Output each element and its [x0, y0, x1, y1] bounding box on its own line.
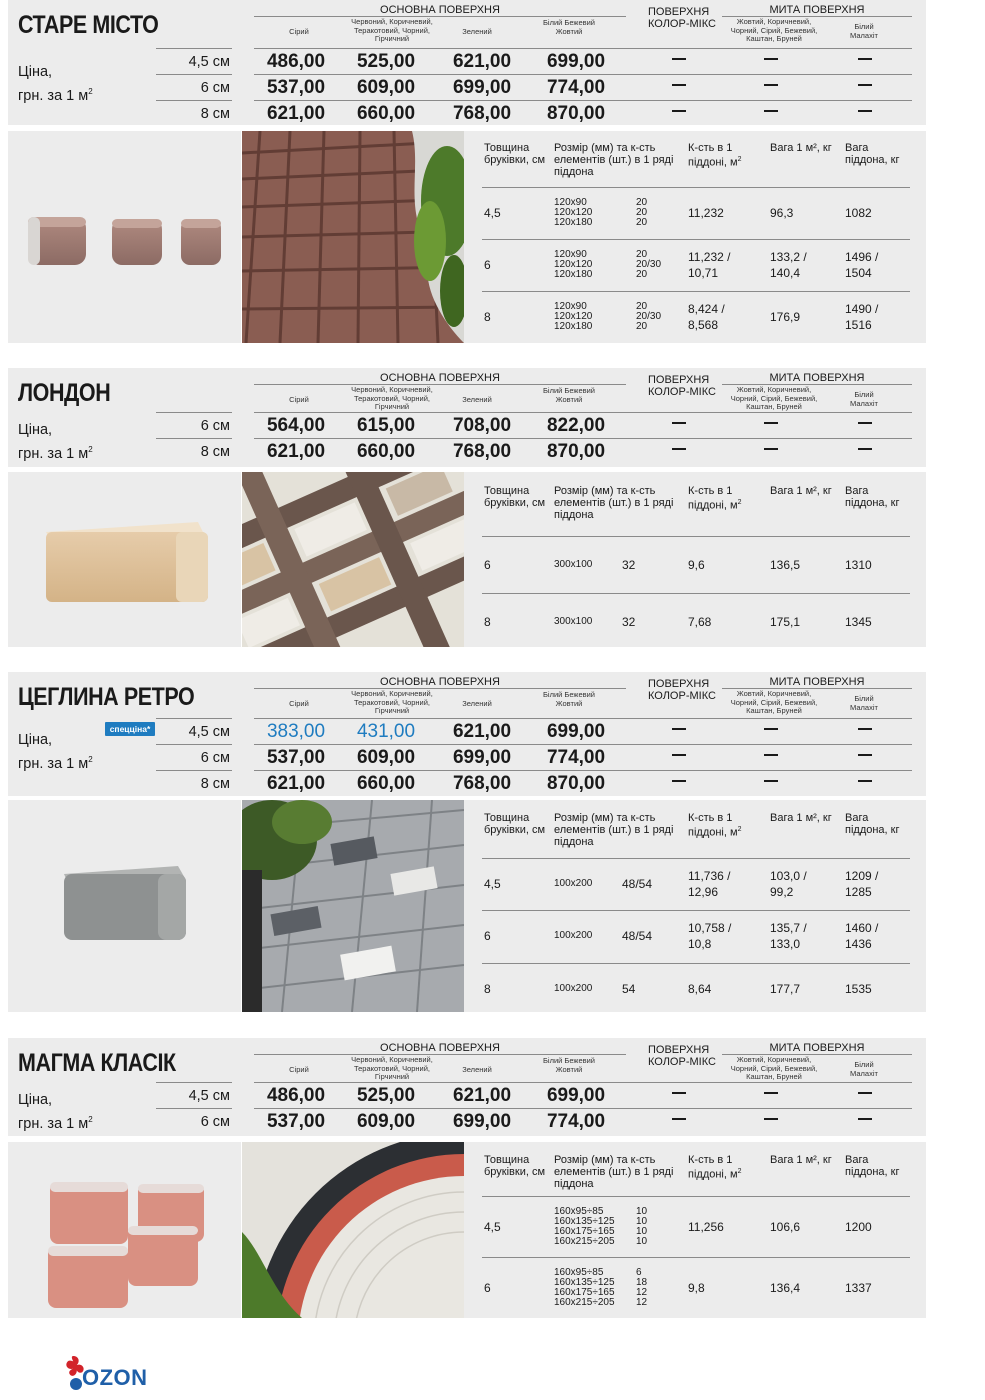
spec-header-cell: Вага 1 м², кг	[770, 812, 832, 824]
header-washed-surface: МИТА ПОВЕРХНЯ	[722, 676, 912, 689]
spec-count: 20	[636, 217, 648, 228]
header-color-group: Зелений	[462, 395, 492, 404]
spec-area: 12,96	[688, 885, 719, 899]
header-color-group: Сірий	[289, 699, 309, 708]
price-value: 660,00	[356, 103, 416, 124]
spec-weight: 133,0	[770, 937, 801, 951]
spec-size: 120х90	[554, 301, 587, 312]
price-row	[254, 744, 912, 770]
price-value: 486,00	[266, 1085, 326, 1106]
spec-count: 32	[622, 557, 636, 572]
header-color-group: Сірий	[289, 395, 309, 404]
product-title: ЦЕГЛИНА РЕТРО	[18, 683, 195, 711]
product-stare-misto	[0, 0, 985, 345]
spec-size: 300х100	[554, 558, 593, 570]
spec-weight: 99,2	[770, 885, 794, 899]
header-color-group: Зелений	[462, 1065, 492, 1074]
price-value: 537,00	[266, 747, 326, 768]
dash-mark	[858, 58, 872, 60]
header-color-group: Білий Бежевий Жовтий	[543, 1056, 595, 1074]
spec-weight: 106,6	[770, 1219, 801, 1234]
spec-thickness: 8	[484, 982, 491, 996]
price-value: 609,00	[356, 1111, 416, 1132]
header-color-group: Зелений	[462, 27, 492, 36]
spec-count: 20	[636, 197, 648, 208]
spec-header-cell: Вага піддона, кг	[845, 1154, 900, 1178]
price-row	[254, 74, 912, 100]
spec-count: 10	[636, 1235, 648, 1247]
header-washed-surface: МИТА ПОВЕРХНЯ	[722, 4, 912, 17]
dash-mark	[764, 754, 778, 756]
price-value: 774,00	[546, 77, 606, 98]
price-value: 699,00	[546, 51, 606, 72]
spec-count: 10	[636, 1205, 648, 1217]
spec-thickness: 6	[484, 258, 491, 272]
price-label: Ціна, грн. за 1 $м^2$	[18, 422, 93, 462]
header-wash-colors: Жовтий, Коричневий, Чорний, Сірий, Бежевий, Каштан, Бруней	[730, 385, 818, 411]
spec-size: 120х120	[554, 259, 593, 270]
header-wash-white: Білий Малахіт	[850, 694, 878, 712]
price-row	[254, 718, 912, 744]
price-row	[254, 412, 912, 438]
spec-count: 18	[636, 1276, 648, 1288]
price-label: Ціна, грн. за 1 $м^2$	[18, 732, 93, 772]
price-value: 699,00	[546, 1085, 606, 1106]
spec-count: 12	[636, 1286, 648, 1298]
paving-photo	[242, 131, 464, 343]
price-row	[254, 48, 912, 74]
header-color-group: Білий Бежевий Жовтий	[543, 18, 595, 36]
spec-pallet: 1535	[845, 982, 872, 996]
header-color-group: Зелений	[462, 699, 492, 708]
product-title: СТАРЕ МІСТО	[18, 11, 159, 39]
dash-mark	[764, 1118, 778, 1120]
thickness-cell: 4,5 см	[156, 718, 232, 744]
spec-header-cell: Розмір (мм) та к-сть елементів (шт.) в 1 ряді піддона	[554, 812, 674, 848]
dash-mark	[858, 110, 872, 112]
dash-mark	[672, 422, 686, 424]
spec-area: 11,736 /	[688, 869, 731, 883]
product-title: ЛОНДОН	[18, 379, 111, 407]
special-price-badge: спецціна*	[105, 722, 155, 736]
price-value: 660,00	[356, 773, 416, 794]
spec-size: 100х200	[554, 930, 593, 941]
price-value: 609,00	[356, 747, 416, 768]
spec-divider	[482, 536, 910, 537]
header-color-group: Червоний, Коричневий, Теракотовий, Чорний, Гірчичний	[351, 17, 433, 43]
spec-area: 9,6	[688, 557, 705, 572]
price-value: 768,00	[452, 441, 512, 462]
spec-weight: 140,4	[770, 266, 801, 280]
spec-pallet: 1516	[845, 318, 872, 332]
header-color-group: Білий Бежевий Жовтий	[543, 690, 595, 708]
dash-mark	[858, 754, 872, 756]
spec-divider	[482, 1257, 910, 1258]
dash-mark	[672, 1092, 686, 1094]
spec-thickness: 4,5	[484, 1219, 501, 1234]
product-title: МАГМА КЛАСІК	[18, 1049, 176, 1077]
spec-count: 20/30	[636, 311, 662, 322]
spec-size: 300х100	[554, 615, 593, 627]
spec-header-cell: Товщина бруківки, см	[484, 812, 546, 836]
price-value: 768,00	[452, 103, 512, 124]
paving-photo	[242, 472, 464, 647]
dash-mark	[764, 1092, 778, 1094]
spec-size: 100х200	[554, 983, 593, 994]
spec-header-cell: К-сть в 1 піддоні, $м^2$	[688, 1154, 742, 1181]
spec-divider	[482, 239, 910, 240]
dash-mark	[672, 448, 686, 450]
thickness-cell: 4,5 см	[156, 48, 232, 74]
price-value: 774,00	[546, 747, 606, 768]
price-value: 431,00	[356, 721, 416, 742]
spec-area: 8,424 /	[688, 302, 725, 316]
spec-divider	[482, 187, 910, 188]
price-value: 621,00	[266, 441, 326, 462]
thickness-cell: 6 см	[156, 1108, 232, 1134]
product-tile-image	[8, 1142, 241, 1318]
spec-header-cell: Вага піддона, кг	[845, 812, 900, 836]
header-color-group: Білий Бежевий Жовтий	[543, 386, 595, 404]
header-wash-white: Білий Малахіт	[850, 22, 878, 40]
price-value: 699,00	[452, 1111, 512, 1132]
spec-divider	[482, 593, 910, 594]
price-value: 564,00	[266, 415, 326, 436]
header-color-group: Червоний, Коричневий, Теракотовий, Чорний, Гірчичний	[351, 1055, 433, 1081]
spec-count: 12	[636, 1296, 648, 1308]
price-value: 699,00	[546, 721, 606, 742]
spec-pallet: 1436	[845, 937, 872, 951]
header-color-group: Сірий	[289, 27, 309, 36]
dash-mark	[858, 1118, 872, 1120]
dash-mark	[764, 110, 778, 112]
price-value: 621,00	[452, 1085, 512, 1106]
spec-area: 11,232	[688, 206, 724, 220]
header-wash-colors: Жовтий, Коричневий, Чорний, Сірий, Бежевий, Каштан, Бруней	[730, 689, 818, 715]
spec-header-cell: Вага піддона, кг	[845, 485, 900, 509]
header-wash-white: Білий Малахіт	[850, 1060, 878, 1078]
price-value: 708,00	[452, 415, 512, 436]
spec-size: 120х90	[554, 197, 587, 208]
spec-pallet: 1490 /	[845, 302, 879, 316]
dash-mark	[858, 728, 872, 730]
spec-count: 20/30	[636, 259, 662, 270]
spec-pallet: 1496 /	[845, 250, 879, 264]
spec-thickness: 6	[484, 557, 491, 572]
spec-size: 120х180	[554, 217, 593, 228]
dash-mark	[672, 780, 686, 782]
spec-area: 10,71	[688, 266, 719, 280]
spec-weight: 176,9	[770, 310, 801, 324]
header-main-surface: ОСНОВНА ПОВЕРХНЯ	[254, 372, 626, 385]
price-value: 768,00	[452, 773, 512, 794]
price-value: 870,00	[546, 441, 606, 462]
price-label: Ціна, грн. за 1 $м^2$	[18, 64, 93, 104]
spec-size: 100х200	[554, 878, 593, 889]
spec-pallet: 1285	[845, 885, 872, 899]
price-value: 870,00	[546, 103, 606, 124]
spec-area: 10,758 /	[688, 921, 732, 935]
spec-size: 160х175÷165	[554, 1225, 615, 1237]
product-tile-image	[8, 131, 241, 343]
spec-header-cell: Розмір (мм) та к-сть елементів (шт.) в 1 ряді піддона	[554, 1154, 674, 1190]
header-washed-surface: МИТА ПОВЕРХНЯ	[722, 1042, 912, 1055]
spec-count: 20	[636, 207, 648, 218]
spec-weight: 136,4	[770, 1280, 801, 1295]
spec-size: 160х215÷205	[554, 1296, 615, 1308]
spec-header-cell: К-сть в 1 піддоні, $м^2$	[688, 812, 742, 839]
spec-divider	[482, 910, 910, 911]
price-row	[254, 438, 912, 464]
spec-divider	[482, 963, 910, 964]
spec-pallet: 1082	[845, 206, 872, 220]
price-value: 537,00	[266, 1111, 326, 1132]
price-value: 699,00	[452, 77, 512, 98]
price-value: 383,00	[266, 721, 326, 742]
spec-header-cell: К-сть в 1 піддоні, $м^2$	[688, 142, 742, 169]
header-color-mix: ПОВЕРХНЯ КОЛОР-МІКС	[648, 6, 716, 30]
spec-weight: 133,2 /	[770, 250, 807, 264]
dash-mark	[672, 1118, 686, 1120]
dash-mark	[672, 728, 686, 730]
header-color-mix: ПОВЕРХНЯ КОЛОР-МІКС	[648, 1044, 716, 1068]
dash-mark	[672, 58, 686, 60]
dash-mark	[764, 728, 778, 730]
header-main-surface: ОСНОВНА ПОВЕРХНЯ	[254, 1042, 626, 1055]
dash-mark	[672, 84, 686, 86]
spec-count: 20	[636, 249, 648, 260]
spec-count: 20	[636, 321, 648, 332]
spec-count: 10	[636, 1225, 648, 1237]
spec-weight: 103,0 /	[770, 869, 807, 883]
product-magma-klasik	[0, 1038, 985, 1320]
product-tile-image	[8, 472, 241, 647]
header-wash-colors: Жовтий, Коричневий, Чорний, Сірий, Бежевий, Каштан, Бруней	[730, 17, 818, 43]
product-london	[0, 368, 985, 648]
price-row	[254, 1082, 912, 1108]
thickness-cell: 8 см	[156, 770, 232, 796]
spec-header-cell: Товщина бруківки, см	[484, 485, 546, 509]
price-value: 621,00	[452, 51, 512, 72]
spec-size: 120х120	[554, 207, 593, 218]
price-value: 621,00	[266, 773, 326, 794]
spec-weight: 175,1	[770, 614, 801, 629]
spec-pallet: 1310	[845, 557, 872, 572]
spec-pallet: 1200	[845, 1219, 872, 1234]
spec-count: 6	[636, 1266, 642, 1278]
price-value: 870,00	[546, 773, 606, 794]
spec-weight: 135,7 /	[770, 921, 807, 935]
paving-photo	[242, 800, 464, 1012]
paving-photo	[242, 1142, 464, 1318]
header-color-mix: ПОВЕРХНЯ КОЛОР-МІКС	[648, 374, 716, 398]
spec-header-cell: Вага 1 м², кг	[770, 1154, 832, 1166]
dash-mark	[764, 448, 778, 450]
spec-count: 54	[622, 982, 636, 996]
spec-size: 120х90	[554, 249, 587, 260]
spec-size: 160х135÷125	[554, 1215, 615, 1227]
dash-mark	[672, 110, 686, 112]
header-color-group: Сірий	[289, 1065, 309, 1074]
spec-size: 160х175÷165	[554, 1286, 615, 1298]
price-value: 486,00	[266, 51, 326, 72]
spec-count: 48/54	[622, 877, 653, 891]
price-value: 609,00	[356, 77, 416, 98]
spec-count: 10	[636, 1215, 648, 1227]
spec-size: 160х135÷125	[554, 1276, 615, 1288]
dash-mark	[858, 1092, 872, 1094]
price-row	[254, 770, 912, 796]
spec-pallet: 1504	[845, 266, 872, 280]
spec-size: 160х95÷85	[554, 1205, 604, 1217]
price-value: 537,00	[266, 77, 326, 98]
logo-text: OZON	[82, 1365, 148, 1390]
spec-size: 120х180	[554, 321, 593, 332]
dash-mark	[764, 422, 778, 424]
spec-header-cell: Розмір (мм) та к-сть елементів (шт.) в 1 ряді піддона	[554, 142, 674, 178]
dash-mark	[858, 780, 872, 782]
spec-header-cell: Вага 1 м², кг	[770, 142, 832, 154]
spec-thickness: 6	[484, 929, 491, 943]
spec-header-cell: Розмір (мм) та к-сть елементів (шт.) в 1 ряді піддона	[554, 485, 674, 521]
header-wash-colors: Жовтий, Коричневий, Чорний, Сірий, Бежевий, Каштан, Бруней	[730, 1055, 818, 1081]
spec-header-cell: Товщина бруківки, см	[484, 142, 546, 166]
price-value: 621,00	[266, 103, 326, 124]
spec-header-cell: К-сть в 1 піддоні, $м^2$	[688, 485, 742, 512]
price-value: 660,00	[356, 441, 416, 462]
spec-area: 8,568	[688, 318, 719, 332]
spec-count: 20	[636, 301, 648, 312]
dash-mark	[858, 84, 872, 86]
spec-area: 11,232 /	[688, 250, 731, 264]
price-row	[254, 100, 912, 126]
spec-size: 120х120	[554, 311, 593, 322]
spec-thickness: 8	[484, 614, 491, 629]
spec-area: 10,8	[688, 937, 712, 951]
header-washed-surface: МИТА ПОВЕРХНЯ	[722, 372, 912, 385]
dash-mark	[858, 422, 872, 424]
price-value: 822,00	[546, 415, 606, 436]
spec-thickness: 4,5	[484, 206, 501, 220]
header-color-mix: ПОВЕРХНЯ КОЛОР-МІКС	[648, 678, 716, 702]
spec-size: 160х215÷205	[554, 1235, 615, 1247]
dash-mark	[764, 780, 778, 782]
thickness-cell: 8 см	[156, 438, 232, 464]
product-tseglyna-retro	[0, 672, 985, 1014]
thickness-cell: 8 см	[156, 100, 232, 126]
thickness-cell: 6 см	[156, 74, 232, 100]
price-row	[254, 1108, 912, 1134]
spec-header-cell: Вага 1 м², кг	[770, 485, 832, 497]
spec-pallet: 1345	[845, 614, 872, 629]
spec-size: 160х95÷85	[554, 1266, 604, 1278]
spec-thickness: 4,5	[484, 877, 501, 891]
price-value: 621,00	[452, 721, 512, 742]
spec-area: 8,64	[688, 982, 712, 996]
price-value: 525,00	[356, 51, 416, 72]
header-main-surface: ОСНОВНА ПОВЕРХНЯ	[254, 676, 626, 689]
spec-pallet: 1337	[845, 1280, 872, 1295]
spec-pallet: 1209 /	[845, 869, 879, 883]
price-label: Ціна, грн. за 1 $м^2$	[18, 1092, 93, 1132]
spec-area: 11,256	[688, 1219, 724, 1234]
thickness-cell: 4,5 см	[156, 1082, 232, 1108]
spec-thickness: 8	[484, 310, 491, 324]
spec-pallet: 1460 /	[845, 921, 879, 935]
spec-divider	[482, 1196, 910, 1197]
spec-weight: 96,3	[770, 206, 794, 220]
spec-divider	[482, 291, 910, 292]
spec-count: 20	[636, 269, 648, 280]
header-wash-white: Білий Малахіт	[850, 390, 878, 408]
spec-weight: 177,7	[770, 982, 801, 996]
price-value: 615,00	[356, 415, 416, 436]
header-main-surface: ОСНОВНА ПОВЕРХНЯ	[254, 4, 626, 17]
product-tile-image	[8, 800, 241, 1012]
thickness-cell: 6 см	[156, 744, 232, 770]
dash-mark	[764, 58, 778, 60]
price-value: 699,00	[452, 747, 512, 768]
spec-divider	[482, 858, 910, 859]
thickness-cell: 6 см	[156, 412, 232, 438]
dash-mark	[858, 448, 872, 450]
spec-header-cell: Товщина бруківки, см	[484, 1154, 546, 1178]
spec-area: 7,68	[688, 614, 712, 629]
spec-count: 48/54	[622, 929, 653, 943]
price-value: 525,00	[356, 1085, 416, 1106]
spec-thickness: 6	[484, 1280, 491, 1295]
header-color-group: Червоний, Коричневий, Теракотовий, Чорний, Гірчичний	[351, 385, 433, 411]
spec-count: 32	[622, 614, 636, 629]
spec-header-cell: Вага піддона, кг	[845, 142, 900, 166]
spec-size: 120х180	[554, 269, 593, 280]
spec-area: 9,8	[688, 1280, 705, 1295]
spec-weight: 136,5	[770, 557, 801, 572]
price-value: 774,00	[546, 1111, 606, 1132]
dash-mark	[672, 754, 686, 756]
header-color-group: Червоний, Коричневий, Теракотовий, Чорний, Гірчичний	[351, 689, 433, 715]
dash-mark	[764, 84, 778, 86]
